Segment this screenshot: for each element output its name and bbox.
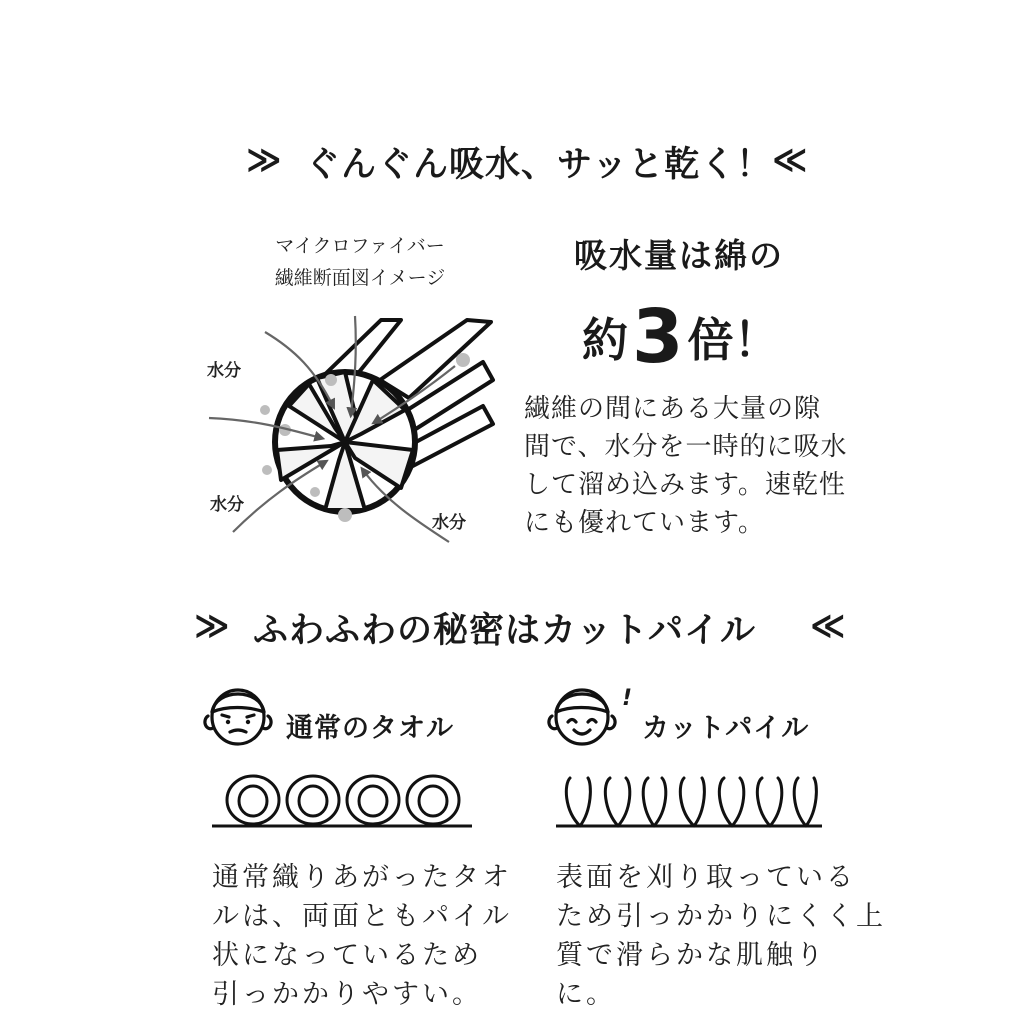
normal-towel-description	[212, 858, 512, 1014]
headline-prefix: 約	[582, 313, 628, 367]
water-label-bottom-right: 水分	[432, 513, 466, 533]
fiber-caption	[240, 230, 480, 294]
water-label-bottom-left: 水分	[210, 495, 244, 515]
cut-description-line: に。	[556, 979, 616, 1010]
chevron-left-marker-icon: ≪	[810, 606, 840, 646]
section-title-cutpile: ふわふわの秘密はカットパイル	[253, 611, 756, 651]
cut-description-line: ため引っかかりにくく上	[556, 901, 886, 932]
water-label-left: 水分	[207, 361, 241, 381]
chevron-right-marker-icon: ≫	[246, 140, 276, 180]
chevron-right-marker-icon: ≫	[194, 606, 224, 646]
headline-number: 3	[632, 294, 684, 380]
normal-description-line: 引っかかりやすい。	[212, 979, 482, 1010]
normal-description-line: ルは、両面ともパイル	[212, 901, 512, 932]
absorb-description-line: 間で、水分を一時的に吸水	[524, 432, 848, 462]
fiber-caption-line: マイクロファイバー	[275, 235, 445, 257]
normal-towel-label: 通常のタオル	[286, 713, 454, 744]
normal-description-line: 通常織りあがったタオ	[212, 862, 512, 893]
cut-pile-description	[556, 858, 886, 1014]
headline-line1: 吸水量は綿の	[574, 236, 784, 275]
absorb-description-line: にも優れています。	[524, 508, 765, 538]
cut-description-line: 表面を刈り取っている	[556, 862, 856, 893]
cut-pile-diagram	[556, 770, 822, 832]
absorb-description-line: 繊維の間にある大量の隙	[524, 394, 822, 424]
normal-description-line: 状になっているため	[212, 940, 482, 971]
exclaim-mark: !	[622, 686, 633, 711]
absorb-description	[524, 390, 847, 542]
chevron-left-marker-icon: ≪	[772, 140, 802, 180]
cut-pile-label: カットパイル	[642, 713, 810, 744]
section-title-absorb: ぐんぐん吸水、サッと乾く！	[305, 145, 773, 185]
smiling-face-icon	[546, 682, 618, 748]
headline-line2	[582, 294, 780, 380]
absorb-description-line: して溜め込みます。速乾性	[524, 470, 846, 500]
cut-description-line: 質で滑らかな肌触り	[556, 940, 826, 971]
loop-pile-diagram	[212, 770, 472, 832]
worried-face-icon	[202, 682, 274, 748]
headline-suffix: 倍！	[687, 313, 780, 367]
fiber-caption-line: 繊維断面図イメージ	[274, 267, 446, 289]
